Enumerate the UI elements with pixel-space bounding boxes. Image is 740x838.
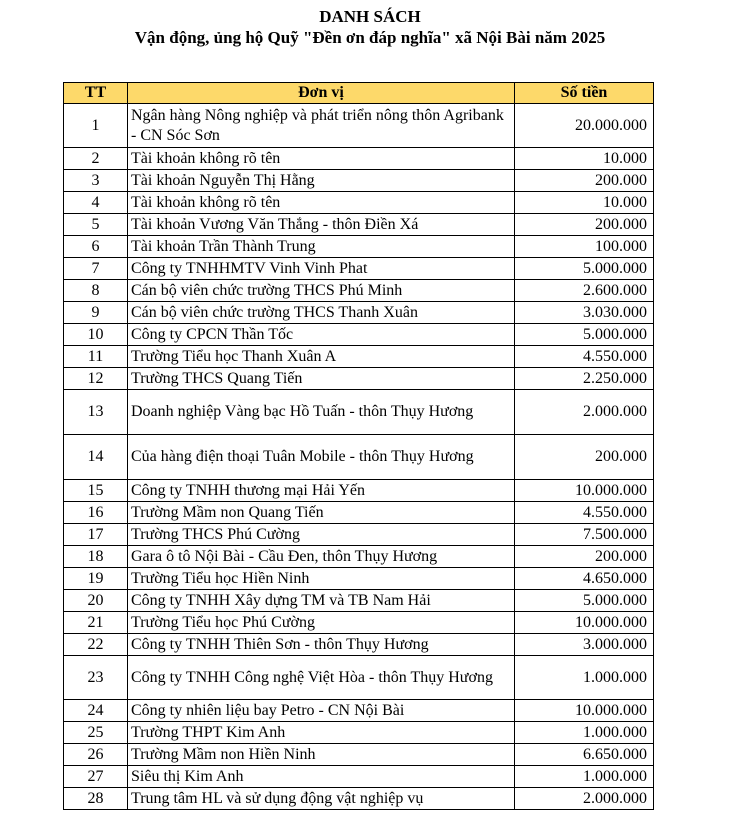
table-row	[64, 302, 654, 324]
row-unit: Tài khoản Trần Thành Trung	[128, 236, 515, 258]
row-amount: 10.000.000	[515, 612, 654, 634]
row-unit: Công ty TNHH Thiên Sơn - thôn Thụy Hương	[128, 634, 515, 656]
table-row	[64, 280, 654, 302]
row-amount: 2.250.000	[515, 368, 654, 390]
document-subtitle: Vận động, ủng hộ Quỹ "Đền ơn đáp nghĩa" xã Nội Bài năm 2025	[134, 28, 606, 47]
row-tt: 11	[64, 346, 128, 368]
table-row	[64, 612, 654, 634]
row-tt: 14	[64, 435, 128, 480]
row-tt: 18	[64, 546, 128, 568]
table-row	[64, 590, 654, 612]
row-unit: Doanh nghiệp Vàng bạc Hồ Tuấn - thôn Thụy Hương	[128, 390, 515, 435]
row-unit: Công ty TNHH thương mại Hải Yến	[128, 480, 515, 502]
row-amount: 1.000.000	[515, 766, 654, 788]
row-unit: Trường Mầm non Quang Tiến	[128, 502, 515, 524]
row-tt: 16	[64, 502, 128, 524]
row-amount: 10.000.000	[515, 700, 654, 722]
row-tt: 27	[64, 766, 128, 788]
table-row	[64, 744, 654, 766]
header-tt: TT	[64, 83, 128, 104]
row-tt: 17	[64, 524, 128, 546]
row-amount: 5.000.000	[515, 258, 654, 280]
row-unit: Công ty TNHHMTV Vinh Vinh Phat	[128, 258, 515, 280]
row-unit: Trường THCS Quang Tiến	[128, 368, 515, 390]
row-unit: Của hàng điện thoại Tuân Mobile - thôn Thụy Hương	[128, 435, 515, 480]
row-amount: 200.000	[515, 170, 654, 192]
row-amount: 200.000	[515, 546, 654, 568]
row-tt: 1	[64, 104, 128, 148]
row-unit: Trường Mầm non Hiền Ninh	[128, 744, 515, 766]
table-row	[64, 148, 654, 170]
table-row	[64, 502, 654, 524]
row-amount: 20.000.000	[515, 104, 654, 148]
row-amount: 2.000.000	[515, 390, 654, 435]
row-unit: Công ty CPCN Thần Tốc	[128, 324, 515, 346]
row-unit: Trường Tiểu học Hiền Ninh	[128, 568, 515, 590]
table-row	[64, 546, 654, 568]
row-unit: Tài khoản không rõ tên	[128, 148, 515, 170]
table-row	[64, 722, 654, 744]
row-tt: 23	[64, 656, 128, 700]
row-tt: 22	[64, 634, 128, 656]
row-amount: 2.600.000	[515, 280, 654, 302]
row-tt: 20	[64, 590, 128, 612]
row-tt: 2	[64, 148, 128, 170]
row-amount: 3.030.000	[515, 302, 654, 324]
row-unit: Siêu thị Kim Anh	[128, 766, 515, 788]
table-row	[64, 524, 654, 546]
row-amount: 4.550.000	[515, 502, 654, 524]
table-row	[64, 634, 654, 656]
row-amount: 3.000.000	[515, 634, 654, 656]
row-tt: 4	[64, 192, 128, 214]
row-tt: 13	[64, 390, 128, 435]
row-tt: 21	[64, 612, 128, 634]
document-title: DANH SÁCH	[319, 7, 421, 26]
row-unit: Gara ô tô Nội Bài - Cầu Đen, thôn Thụy Hương	[128, 546, 515, 568]
row-tt: 6	[64, 236, 128, 258]
row-amount: 5.000.000	[515, 324, 654, 346]
header-amount: Số tiền	[515, 83, 654, 104]
table-row	[64, 390, 654, 435]
row-tt: 3	[64, 170, 128, 192]
row-amount: 5.000.000	[515, 590, 654, 612]
row-amount: 4.650.000	[515, 568, 654, 590]
table-row	[64, 368, 654, 390]
table-row	[64, 236, 654, 258]
row-amount: 6.650.000	[515, 744, 654, 766]
row-unit: Tài khoản Nguyễn Thị Hằng	[128, 170, 515, 192]
row-amount: 4.550.000	[515, 346, 654, 368]
row-tt: 28	[64, 788, 128, 810]
table-row	[64, 258, 654, 280]
donation-table	[63, 82, 654, 810]
table-row	[64, 346, 654, 368]
row-unit: Trường Tiểu học Thanh Xuân A	[128, 346, 515, 368]
row-amount: 1.000.000	[515, 656, 654, 700]
row-tt: 15	[64, 480, 128, 502]
row-unit: Trường THPT Kim Anh	[128, 722, 515, 744]
table-row	[64, 766, 654, 788]
row-unit: Cán bộ viên chức trường THCS Phú Minh	[128, 280, 515, 302]
row-amount: 10.000	[515, 148, 654, 170]
table-row	[64, 192, 654, 214]
row-tt: 7	[64, 258, 128, 280]
row-tt: 25	[64, 722, 128, 744]
row-tt: 24	[64, 700, 128, 722]
table-header-row	[64, 83, 654, 104]
row-amount: 10.000.000	[515, 480, 654, 502]
row-tt: 9	[64, 302, 128, 324]
row-tt: 26	[64, 744, 128, 766]
row-unit: Công ty nhiên liệu bay Petro - CN Nội Bài	[128, 700, 515, 722]
header-unit: Đơn vị	[128, 83, 515, 104]
table-row	[64, 480, 654, 502]
table-row	[64, 788, 654, 810]
row-unit: Ngân hàng Nông nghiệp và phát triển nông thôn Agribank - CN Sóc Sơn	[128, 104, 515, 148]
table-row	[64, 324, 654, 346]
row-amount: 100.000	[515, 236, 654, 258]
row-amount: 200.000	[515, 435, 654, 480]
row-unit: Tài khoản không rõ tên	[128, 192, 515, 214]
row-amount: 2.000.000	[515, 788, 654, 810]
row-tt: 19	[64, 568, 128, 590]
row-unit: Trường Tiểu học Phú Cường	[128, 612, 515, 634]
row-tt: 12	[64, 368, 128, 390]
row-unit: Trung tâm HL và sử dụng động vật nghiệp vụ	[128, 788, 515, 810]
table-row	[64, 170, 654, 192]
table-row	[64, 104, 654, 148]
table-row	[64, 700, 654, 722]
row-unit: Công ty TNHH Công nghệ Việt Hòa - thôn Thụy Hương	[128, 656, 515, 700]
table-row	[64, 656, 654, 700]
row-amount: 200.000	[515, 214, 654, 236]
table-row	[64, 214, 654, 236]
row-unit: Cán bộ viên chức trường THCS Thanh Xuân	[128, 302, 515, 324]
table-row	[64, 568, 654, 590]
row-amount: 1.000.000	[515, 722, 654, 744]
row-tt: 5	[64, 214, 128, 236]
row-unit: Tài khoản Vương Văn Thắng - thôn Điền Xá	[128, 214, 515, 236]
row-tt: 10	[64, 324, 128, 346]
row-amount: 10.000	[515, 192, 654, 214]
table-row	[64, 435, 654, 480]
row-amount: 7.500.000	[515, 524, 654, 546]
row-unit: Công ty TNHH Xây dựng TM và TB Nam Hải	[128, 590, 515, 612]
row-unit: Trường THCS Phú Cường	[128, 524, 515, 546]
row-tt: 8	[64, 280, 128, 302]
